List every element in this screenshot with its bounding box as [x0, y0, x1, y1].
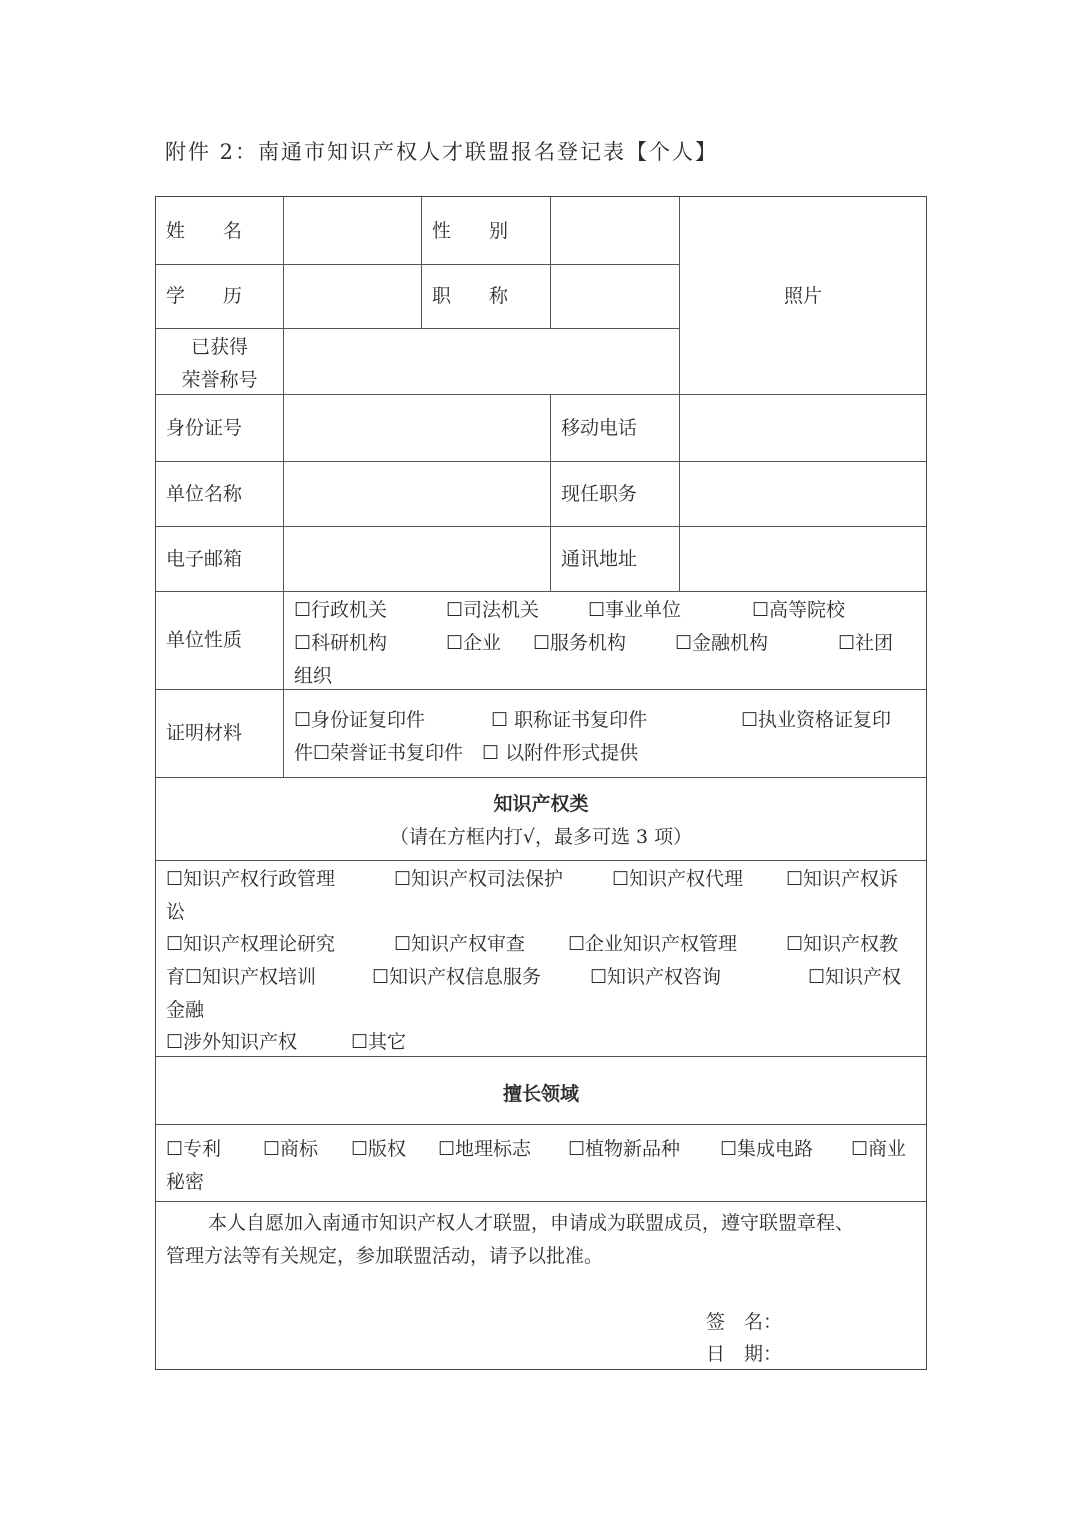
input-email[interactable] — [284, 526, 550, 591]
label-name: 姓 名 — [166, 219, 243, 242]
expertise-option[interactable]: ☐植物新品种 — [568, 1138, 681, 1160]
ip-option[interactable]: ☐知识产权司法保护 — [394, 868, 564, 890]
proof-options-line2[interactable]: 件☐荣誉证书复印件 ☐ 以附件形式提供 — [294, 742, 639, 764]
row-divider — [156, 1201, 926, 1202]
org-option-7[interactable]: ☐服务机构 — [533, 632, 627, 654]
label-mobile: 移动电话 — [561, 416, 638, 439]
ip-option[interactable]: ☐知识产权教 — [786, 933, 899, 955]
declaration-line2: 管理方法等有关规定，参加联盟活动，请予以批准。 — [166, 1245, 604, 1267]
row-divider — [156, 777, 926, 778]
date-label: 日 期： — [706, 1343, 783, 1365]
expertise-option[interactable]: ☐商业 — [851, 1138, 907, 1160]
label-email: 电子邮箱 — [166, 547, 243, 570]
expertise-option[interactable]: ☐商标 — [263, 1138, 319, 1160]
ip-option[interactable]: ☐知识产权理论研究 — [166, 933, 336, 955]
input-professional-title[interactable] — [551, 264, 679, 328]
proof-option-1[interactable]: ☐身份证复印件 — [294, 709, 426, 731]
label-education: 学 历 — [166, 285, 243, 307]
label-org-type: 单位性质 — [166, 629, 243, 651]
label-address: 通讯地址 — [561, 547, 638, 570]
column-divider — [550, 394, 551, 591]
input-position[interactable] — [680, 461, 926, 526]
expertise-option[interactable]: ☐版权 — [351, 1138, 407, 1160]
org-option-8[interactable]: ☐金融机构 — [675, 632, 769, 654]
input-honor[interactable] — [284, 328, 679, 394]
input-mobile[interactable] — [680, 394, 926, 461]
declaration-line1: 本人自愿加入南通市知识产权人才联盟，申请成为联盟成员，遵守联盟章程、 — [208, 1212, 855, 1234]
ip-option-wrap: 金融 — [166, 999, 205, 1021]
label-honor-line2: 荣誉称号 — [181, 369, 258, 391]
org-option-3[interactable]: ☐事业单位 — [588, 599, 682, 621]
expertise-section-heading: 擅长领域 — [502, 1083, 579, 1105]
label-gender: 性 别 — [432, 219, 509, 242]
signature-label: 签 名： — [706, 1311, 783, 1333]
org-option-9-wrap: 组织 — [294, 665, 333, 687]
input-id-number[interactable] — [284, 394, 550, 461]
ip-option-wrap: 讼 — [166, 901, 186, 923]
expertise-option[interactable]: ☐集成电路 — [720, 1138, 814, 1160]
input-employer[interactable] — [284, 461, 550, 526]
ip-option[interactable]: ☐知识产权信息服务 — [372, 966, 542, 988]
ip-option[interactable]: ☐知识产权 — [808, 966, 902, 988]
label-id-number: 身份证号 — [166, 416, 243, 439]
expertise-option[interactable]: ☐地理标志 — [438, 1138, 532, 1160]
input-address[interactable] — [680, 526, 926, 591]
ip-option[interactable]: ☐企业知识产权管理 — [568, 933, 738, 955]
ip-option[interactable]: ☐涉外知识产权 — [166, 1031, 298, 1053]
org-option-6[interactable]: ☐企业 — [446, 632, 502, 654]
org-option-9[interactable]: ☐社团 — [838, 632, 894, 654]
ip-option[interactable]: ☐知识产权诉 — [786, 868, 899, 890]
document-title: 附件 2：南通市知识产权人才联盟报名登记表【个人】 — [165, 140, 719, 164]
ip-section-heading: 知识产权类 — [493, 793, 589, 815]
ip-option[interactable]: ☐知识产权代理 — [612, 868, 744, 890]
org-option-4[interactable]: ☐高等院校 — [752, 599, 846, 621]
row-divider — [156, 860, 926, 861]
registration-form — [155, 196, 927, 1370]
label-honor-line1: 已获得 — [190, 336, 248, 358]
proof-option-3[interactable]: ☐执业资格证复印 — [741, 709, 892, 731]
org-option-2[interactable]: ☐司法机关 — [446, 599, 540, 621]
proof-option-2[interactable]: ☐ 职称证书复印件 — [491, 709, 648, 731]
row-divider — [156, 1124, 926, 1125]
label-position: 现任职务 — [561, 482, 638, 505]
ip-option[interactable]: ☐知识产权咨询 — [590, 966, 722, 988]
ip-option[interactable]: ☐知识产权行政管理 — [166, 868, 336, 890]
ip-option[interactable]: ☐知识产权审查 — [394, 933, 526, 955]
expertise-option[interactable]: ☐专利 — [166, 1138, 222, 1160]
photo-box[interactable]: 照片 — [783, 284, 822, 307]
label-honor — [156, 331, 283, 394]
label-employer: 单位名称 — [166, 482, 243, 505]
ip-section-subheading: （请在方框内打√，最多可选 3 项） — [389, 826, 693, 848]
org-option-1[interactable]: ☐行政机关 — [294, 599, 388, 621]
column-divider — [421, 197, 422, 328]
input-education[interactable] — [284, 264, 421, 328]
ip-option[interactable]: ☐其它 — [351, 1031, 407, 1053]
input-name[interactable] — [284, 197, 421, 264]
date-field[interactable] — [784, 1338, 914, 1370]
signature-field[interactable] — [784, 1306, 914, 1338]
expertise-option-wrap: 秘密 — [166, 1171, 205, 1193]
label-proof: 证明材料 — [166, 722, 243, 744]
org-option-5[interactable]: ☐科研机构 — [294, 632, 388, 654]
label-professional-title: 职 称 — [432, 285, 509, 307]
ip-option[interactable]: 育☐知识产权培训 — [166, 966, 317, 988]
input-gender[interactable] — [551, 197, 679, 264]
